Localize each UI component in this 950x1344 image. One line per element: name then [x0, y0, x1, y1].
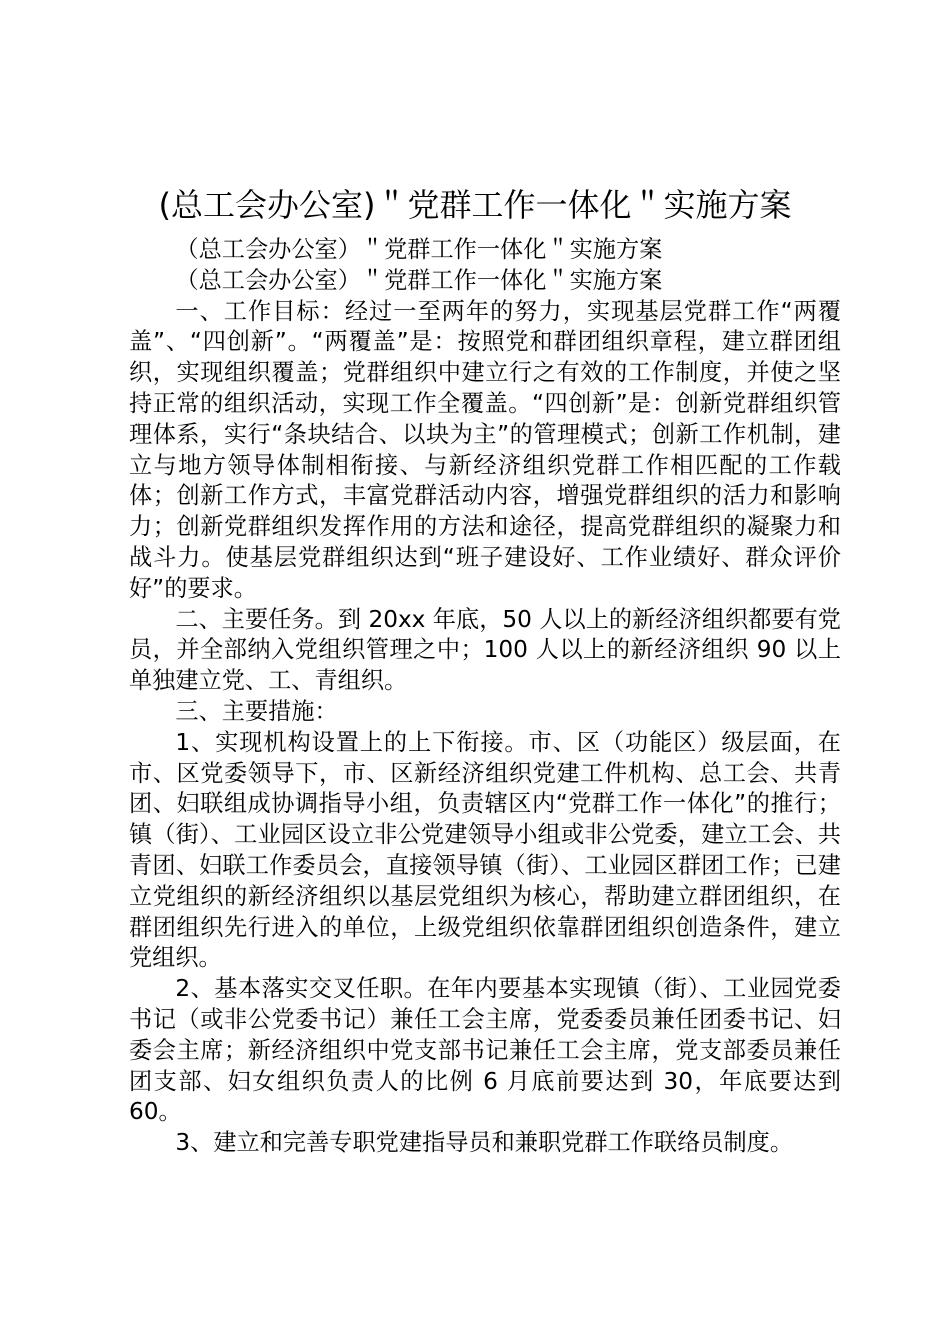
- paragraph-measure-3: 3、建立和完善专职党建指导员和兼职党群工作联络员制度。: [175, 1129, 794, 1157]
- paragraph-measure-1: 1、实现机构设置上的上下衔接。市、区（功能区）级层面，在市、区党委领导下，市、区新经济组织党建工件机构、总工会、共青团、妇联组成协调指导小组，负责辖区内“党群工作一体化”的推行；镇（街）、工业园区设立非公党建领导小组或非公党委，建立工会、共青团、妇联工作委员会，直接领导镇（街）、工业园区群团工作；已建立党组织的新经济组织以基层党组织为核心，帮助建立群团组织，在群团组织先行进入的单位，上级党组织依靠群团组织创造条件，建立党组织。: [129, 728, 841, 972]
- document-title: (总工会办公室)＂党群工作一体化＂实施方案: [158, 186, 792, 224]
- paragraph-measure-2: 2、基本落实交叉任职。在年内要基本实现镇（街）、工业园党委书记（或非公党委书记）兼任工会主席，党委委员兼任团委书记、妇委会主席；新经济组织中党支部书记兼任工会主席，党支部委员兼任团支部、妇女组织负责人的比例 6 月底前要达到 30，年底要达到 60。: [129, 975, 841, 1126]
- paragraph-work-goals: 一、工作目标：经过一至两年的努力，实现基层党群工作“两覆盖”、“四创新”。“两覆盖”是：按照党和群团组织章程，建立群团组织，实现组织覆盖；党群组织中建立行之有效的工作制度，并使之坚持正常的组织活动，实现工作全覆盖。“四创新”是：创新党群组织管理体系，实行“条块结合、以块为主”的管理模式；创新工作机制，建立与地方领导体制相衔接、与新经济组织党群工作相匹配的工作载体；创新工作方式，丰富党群活动内容，增强党群组织的活力和影响力；创新党群组织发挥作用的方法和途径，提高党群组织的凝聚力和战斗力。使基层党群组织达到“班子建设好、工作业绩好、群众评价好”的要求。: [129, 297, 841, 602]
- document-body: [129, 235, 841, 1159]
- paragraph-main-tasks: 二、主要任务。到 20xx 年底，50 人以上的新经济组织都要有党员，并全部纳入党组织管理之中；100 人以上的新经济组织 90 以上单独建立党、工、青组织。: [129, 605, 841, 695]
- subtitle-line: （总工会办公室）＂党群工作一体化＂实施方案: [175, 236, 663, 263]
- subtitle-line: （总工会办公室）＂党群工作一体化＂实施方案: [175, 266, 663, 294]
- paragraph-main-measures-heading: 三、主要措施：: [175, 697, 338, 725]
